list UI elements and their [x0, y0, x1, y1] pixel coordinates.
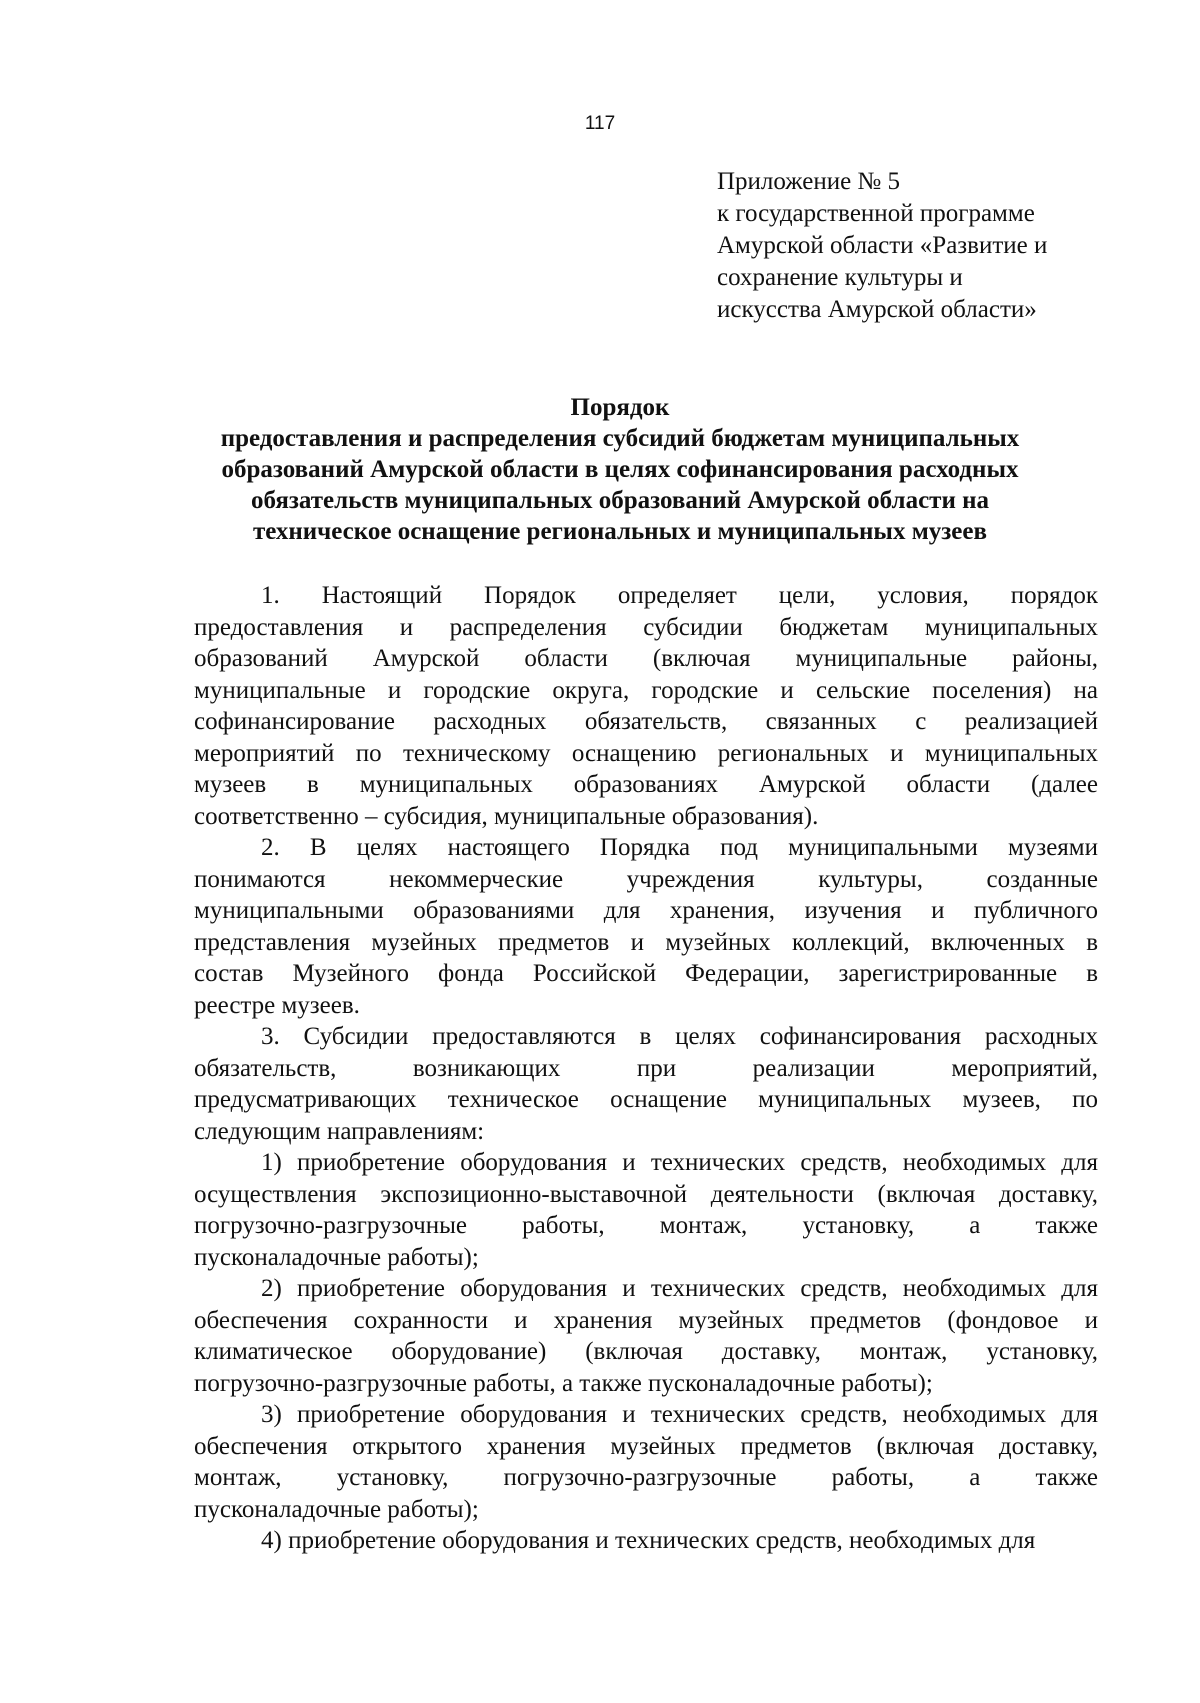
title-line: обязательств муниципальных образований Амурской области на [250, 487, 990, 514]
annex-line: к государственной программе [717, 200, 1035, 227]
paragraph-line: пусконаладочные работы); [194, 1495, 479, 1523]
paragraph-line: представления музейных предметов и музейных коллекций, включенных в [194, 928, 1098, 956]
paragraph-line: пусконаладочные работы); [194, 1243, 479, 1271]
paragraph-line: 1) приобретение оборудования и технических средств, необходимых для [261, 1149, 1098, 1176]
paragraph [194, 1525, 1098, 1557]
paragraph-line: обязательств, возникающих при реализации мероприятий, [194, 1054, 1098, 1082]
paragraph-line: состав Музейного фонда Российской Федерации, зарегистрированные в [194, 960, 1098, 987]
paragraph-line: предусматривающих техническое оснащение муниципальных музеев, по [194, 1086, 1098, 1113]
paragraph-line: мероприятий по техническому оснащению региональных и муниципальных [194, 739, 1098, 767]
paragraph-line: софинансирование расходных обязательств, связанных с реализацией [194, 708, 1098, 735]
paragraph-line: предоставления и распределения субсидии бюджетам муниципальных [194, 613, 1098, 641]
paragraph-line: 2. В целях настоящего Порядка под муниципальными музеями [261, 834, 1098, 861]
paragraph [194, 1021, 1098, 1147]
paragraph-line: 4) приобретение оборудования и технических средств, необходимых для [261, 1527, 1036, 1554]
paragraph-line: осуществления экспозиционно-выставочной деятельности (включая доставку, [194, 1180, 1098, 1208]
paragraph-line: монтаж, установку, погрузочно-разгрузочные работы, а также [194, 1464, 1098, 1491]
paragraph [194, 1273, 1098, 1399]
paragraph [194, 1147, 1098, 1273]
paragraph-line: образований Амурской области (включая муниципальные районы, [194, 645, 1098, 672]
title-heading: Порядок [570, 394, 670, 421]
paragraph-line: 1. Настоящий Порядок определяет цели, условия, порядок [261, 582, 1098, 609]
paragraph-line: музеев в муниципальных образованиях Амурской области (далее [194, 771, 1098, 798]
paragraph-line: 3) приобретение оборудования и технических средств, необходимых для [261, 1401, 1098, 1428]
paragraph-line: реестре музеев. [194, 991, 360, 1019]
page-number: 117 [584, 113, 616, 134]
paragraph-line: 3. Субсидии предоставляются в целях софинансирования расходных [261, 1023, 1098, 1050]
title-line: техническое оснащение региональных и муниципальных музеев [253, 518, 987, 545]
paragraph-line: муниципальные и городские округа, городские и сельские поселения) на [194, 676, 1098, 704]
paragraph [194, 1399, 1098, 1525]
paragraph-line: понимаются некоммерческие учреждения культуры, созданные [194, 865, 1098, 893]
paragraph-line: 2) приобретение оборудования и технических средств, необходимых для [261, 1275, 1098, 1302]
annex-block [717, 166, 1157, 326]
paragraph-line: обеспечения открытого хранения музейных предметов (включая доставку, [194, 1432, 1098, 1460]
paragraph [194, 832, 1098, 1021]
annex-line: Приложение № 5 [717, 168, 901, 195]
paragraph [194, 580, 1098, 832]
paragraph-line: климатическое оборудование) (включая доставку, монтаж, установку, [194, 1338, 1098, 1365]
annex-line: искусства Амурской области» [717, 296, 1037, 323]
paragraph-line: погрузочно-разгрузочные работы, монтаж, установку, а также [194, 1212, 1098, 1239]
annex-line: Амурской области «Развитие и [717, 232, 1048, 259]
paragraph-line: погрузочно-разгрузочные работы, а также пусконаладочные работы); [194, 1369, 933, 1397]
annex-line: сохранение культуры и [717, 264, 963, 291]
document-body [194, 580, 1098, 1557]
paragraph-line: следующим направлениям: [194, 1117, 485, 1145]
document-title [160, 392, 1080, 547]
title-line: образований Амурской области в целях софинансирования расходных [221, 456, 1019, 483]
paragraph-line: обеспечения сохранности и хранения музейных предметов (фондовое и [194, 1306, 1098, 1334]
title-line: предоставления и распределения субсидий бюджетам муниципальных [220, 425, 1020, 452]
paragraph-line: муниципальными образованиями для хранения, изучения и публичного [194, 897, 1098, 924]
paragraph-line: соответственно – субсидия, муниципальные образования). [194, 802, 819, 830]
